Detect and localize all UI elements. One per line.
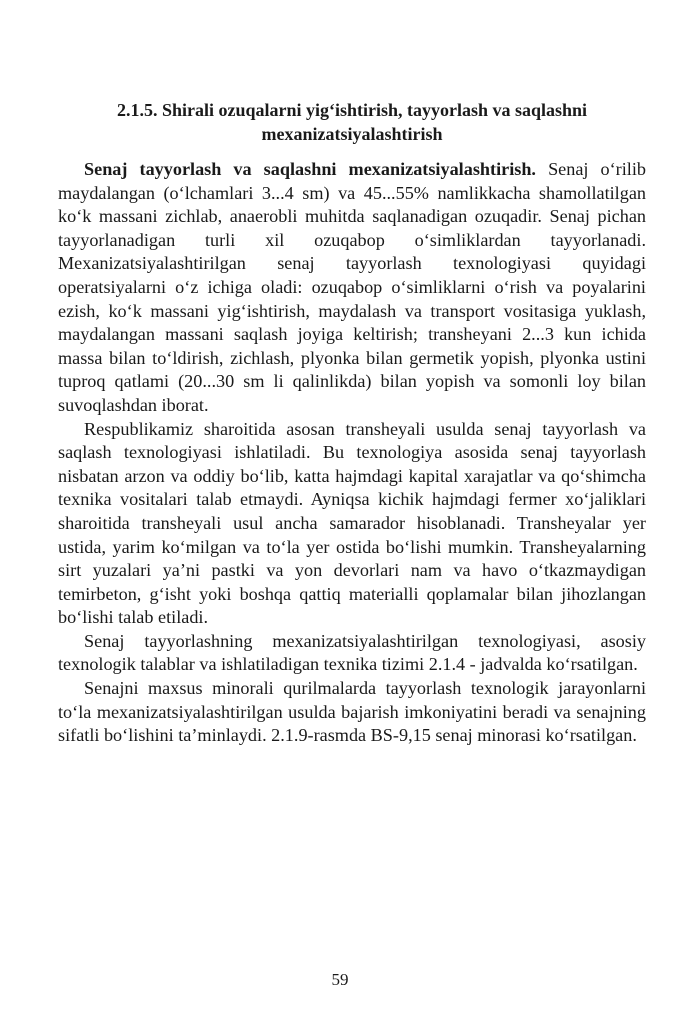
paragraph-1-heading: Senaj tayyorlash va saqlashni mexanizatsiyalashtirish. — [84, 159, 536, 179]
paragraph-2-text: Respublikamiz sharoitida asosan transheyali usulda senaj tayyorlash va saqlash texnologiyasi ishlatiladi. Bu texnologiya asosida senaj tayyorlash nisbatan arzon va oddiy bo‘lib, katta hajmdagi kapital xarajatlar va qo‘shimcha texnika vositalari talab etmaydi. Ayniqsa kichik hajmdagi fermer xo‘jaliklari sharoitida transheyali usul ancha samarador hisoblanadi. Transheyalar yer ustida, yarim ko‘milgan va to‘la yer ostida bo‘lishi mumkin. Transheyalarning sirt yuzalari ya’ni pastki va yon devorlari nam va havo o‘tkazmaydigan temirbeton, g‘isht yoki boshqa qattiq materialli qoplamalar bilan jihozlangan bo‘lishi talab etiladi. — [58, 418, 646, 628]
paragraph-4-text: Senajni maxsus minorali qurilmalarda tayyorlash texnologik jarayonlarni to‘la mexanizatsiyalashtirilgan usulda bajarish imkoniyatini beradi va senajning sifatli bo‘lishini ta’minlaydi. 2.1.9-rasmda BS-9,15 senaj minorasi ko‘rsatilgan. — [58, 678, 646, 746]
section-title: 2.1.5. Shirali ozuqalarni yig‘ishtirish, tayyorlash va saqlashni mexanizatsiyalashtirish — [116, 100, 588, 144]
paragraph-3 — [58, 630, 646, 677]
page-body — [58, 98, 646, 748]
page-number: 59 — [331, 970, 349, 989]
paragraph-1 — [58, 158, 646, 418]
paragraph-3-text: Senaj tayyorlashning mexanizatsiyalashtirilgan texnologiyasi, asosiy texnologik talablar va ishlatiladigan texnika tizimi 2.1.4 - jadvalda ko‘rsatilgan. — [58, 630, 646, 675]
paragraph-2 — [58, 418, 646, 630]
paragraph-1-text: Senaj o‘rilib maydalangan (o‘lchamlari 3...4 sm) va 45...55% namlikkacha shamollatilgan ko‘k massani zichlab, anaerobli muhitda saqlanadigan ozuqadir. Senaj pichan tayyorlanadigan turli xil ozuqabop o‘simliklardan tayyorlanadi. Mexanizatsiyalashtirilgan senaj tayyorlash texnologiyasi quyidagi operatsiyalarni o‘z ichiga oladi: ozuqabop o‘simliklarni o‘rish va poyalarini ezish, ko‘k massani yig‘ishtirish, maydalash va transport vositasiga yuklash, maydalangan massani saqlash joyiga keltirish; transheyani 2...3 kun ichida massa bilan to‘ldirish, zichlash, plyonka bilan germetik yopish, plyonka ustini tuproq qatlami (20...30 sm li qalinlikda) bilan yopish va somonli loy bilan suvoqlashdan iborat. — [58, 159, 646, 415]
paragraph-4 — [58, 677, 646, 748]
